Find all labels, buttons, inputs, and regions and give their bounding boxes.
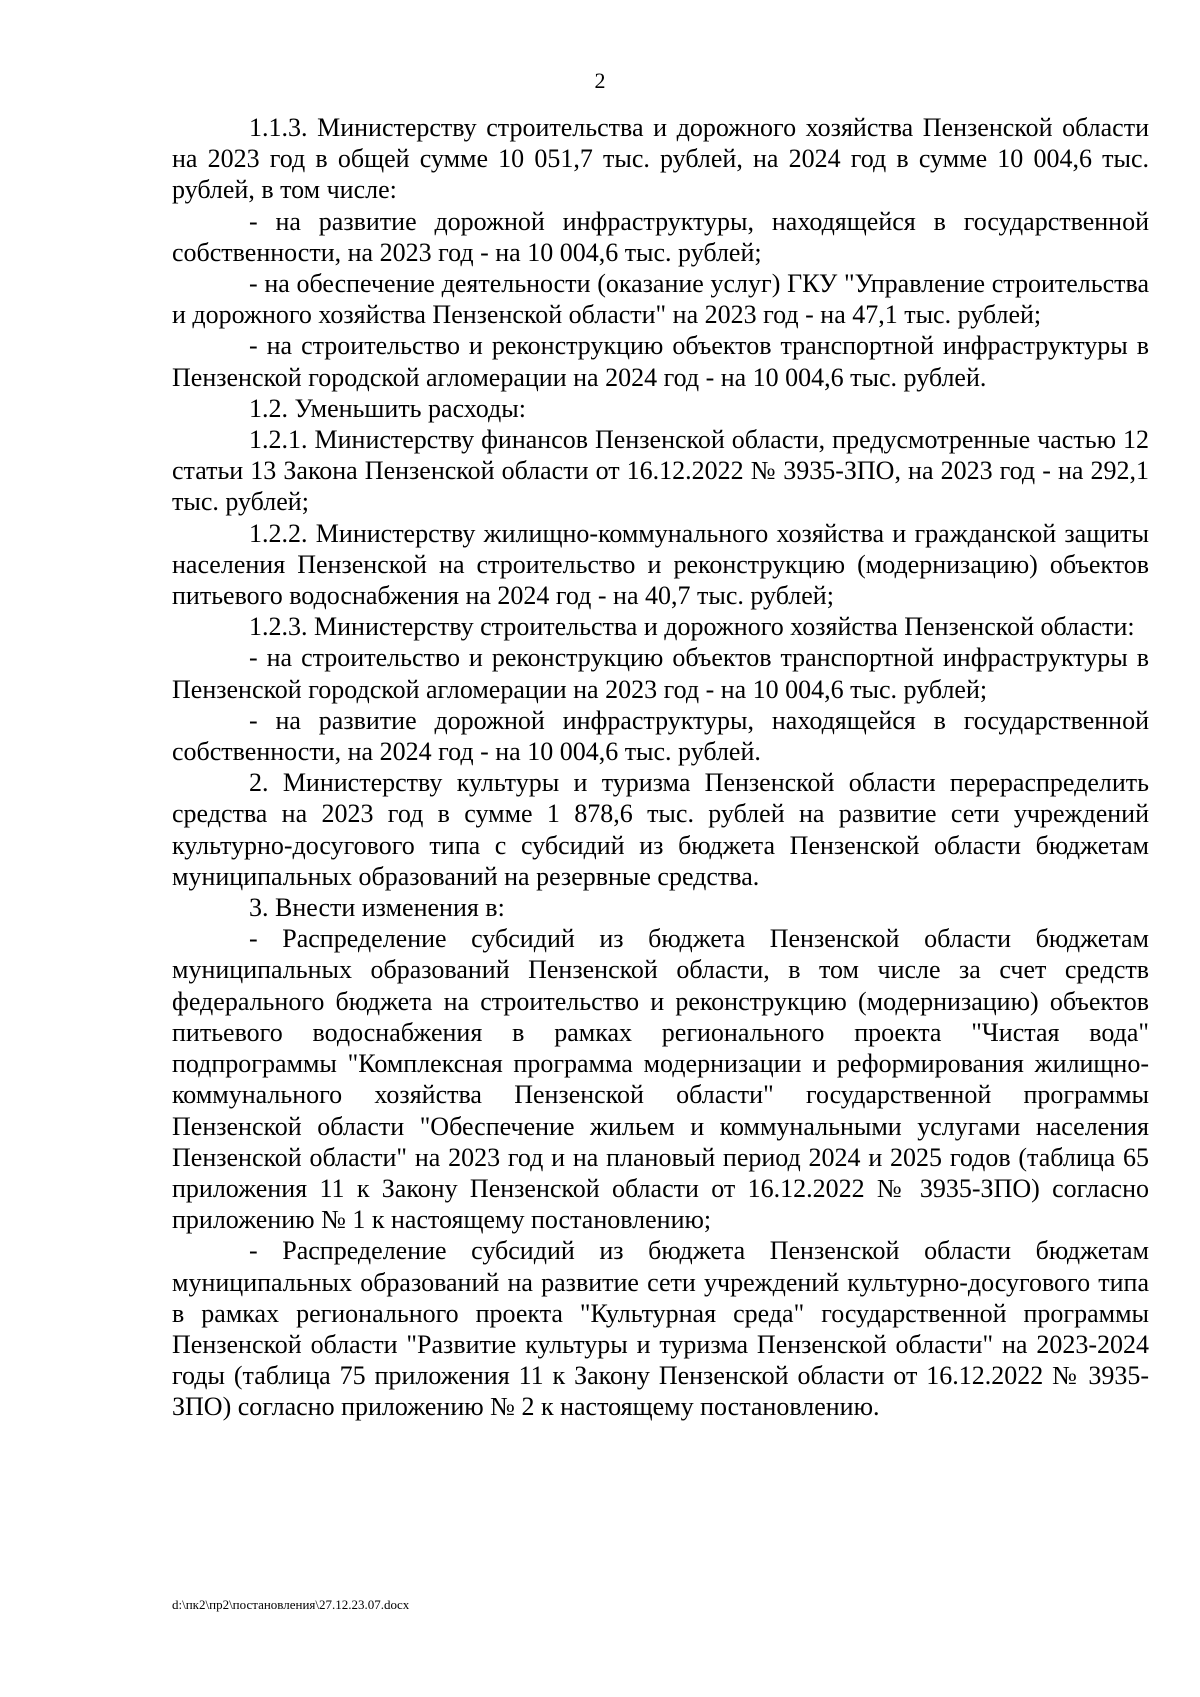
paragraph-1-2-1: 1.2.1. Министерству финансов Пензенской области, предусмотренные частью 12 статьи 13 Закона Пензенской области от 16.12.2022 № 3935-ЗПО, на 2023 год - на 292,1 тыс. рублей; <box>172 425 1149 517</box>
paragraph-subsidy-culture: - Распределение субсидий из бюджета Пензенской области бюджетам муниципальных образований на развитие сети учреждений культурно-досугового типа в рамках регионального проекта "Культурная среда" государственной программы Пензенской области "Развитие культуры и туризма Пензенской области" на 2023-2024 годы (таблица 75 приложения 11 к Закону Пензенской области от 16.12.2022 № 3935-ЗПО) согласно приложению № 2 к настоящему постановлению. <box>172 1236 1149 1422</box>
paragraph-2: 2. Министерству культуры и туризма Пензенской области перераспределить средства на 2023 год в сумме 1 878,6 тыс. рублей на развитие сети учреждений культурно-досугового типа с субсидий из бюджета Пензенской области бюджетам муниципальных образований на резервные средства. <box>172 768 1149 891</box>
footer-file-path: d:\пк2\пр2\постановления\27.12.23.07.docx <box>172 1597 410 1612</box>
paragraph-1-2-3: 1.2.3. Министерству строительства и дорожного хозяйства Пензенской области: <box>249 612 1135 642</box>
paragraph-road-infrastructure-2023: - на развитие дорожной инфраструктуры, находящейся в государственной собственности, на 2023 год - на 10 004,6 тыс. рублей; <box>172 206 1149 267</box>
paragraph-transport-infrastructure-2024: - на строительство и реконструкцию объектов транспортной инфраструктуры в Пензенской городской агломерации на 2024 год - на 10 004,6 тыс. рублей. <box>172 331 1149 392</box>
paragraph-1-2-2: 1.2.2. Министерству жилищно-коммунального хозяйства и гражданской защиты населения Пензенской на строительство и реконструкцию (модернизацию) объектов питьевого водоснабжения на 2024 год - на 40,7 тыс. рублей; <box>172 518 1149 611</box>
paragraph-gku-services: - на обеспечение деятельности (оказание услуг) ГКУ "Управление строительства и дорожного хозяйства Пензенской области" на 2023 год - на 47,1 тыс. рублей; <box>172 269 1149 330</box>
paragraph-1-2: 1.2. Уменьшить расходы: <box>249 393 526 423</box>
document-body <box>172 112 1149 1423</box>
paragraph-transport-infrastructure-2023: - на строительство и реконструкцию объектов транспортной инфраструктуры в Пензенской городской агломерации на 2023 год - на 10 004,6 тыс. рублей; <box>172 643 1149 704</box>
paragraph-subsidy-water: - Распределение субсидий из бюджета Пензенской области бюджетам муниципальных образований Пензенской области, в том числе за счет средств федерального бюджета на строительство и реконструкцию (модернизацию) объектов питьевого водоснабжения в рамках регионального проекта "Чистая вода" подпрограммы "Комплексная программа модернизации и реформирования жилищно-коммунального хозяйства Пензенской области" государственной программы Пензенской области "Обеспечение жильем и коммунальными услугами населения Пензенской области" на 2023 год и на плановый период 2024 и 2025 годов (таблица 65 приложения 11 к Закону Пензенской области от 16.12.2022 № 3935-ЗПО) согласно приложению № 1 к настоящему постановлению; <box>172 924 1149 1235</box>
paragraph-1-1-3: 1.1.3. Министерству строительства и дорожного хозяйства Пензенской области на 2023 год в общей сумме 10 051,7 тыс. рублей, на 2024 год в сумме 10 004,6 тыс. рублей, в том числе: <box>172 113 1149 205</box>
page-number: 2 <box>594 68 606 93</box>
paragraph-road-infrastructure-2024: - на развитие дорожной инфраструктуры, находящейся в государственной собственности, на 2024 год - на 10 004,6 тыс. рублей. <box>172 705 1149 767</box>
paragraph-3: 3. Внести изменения в: <box>249 893 505 923</box>
